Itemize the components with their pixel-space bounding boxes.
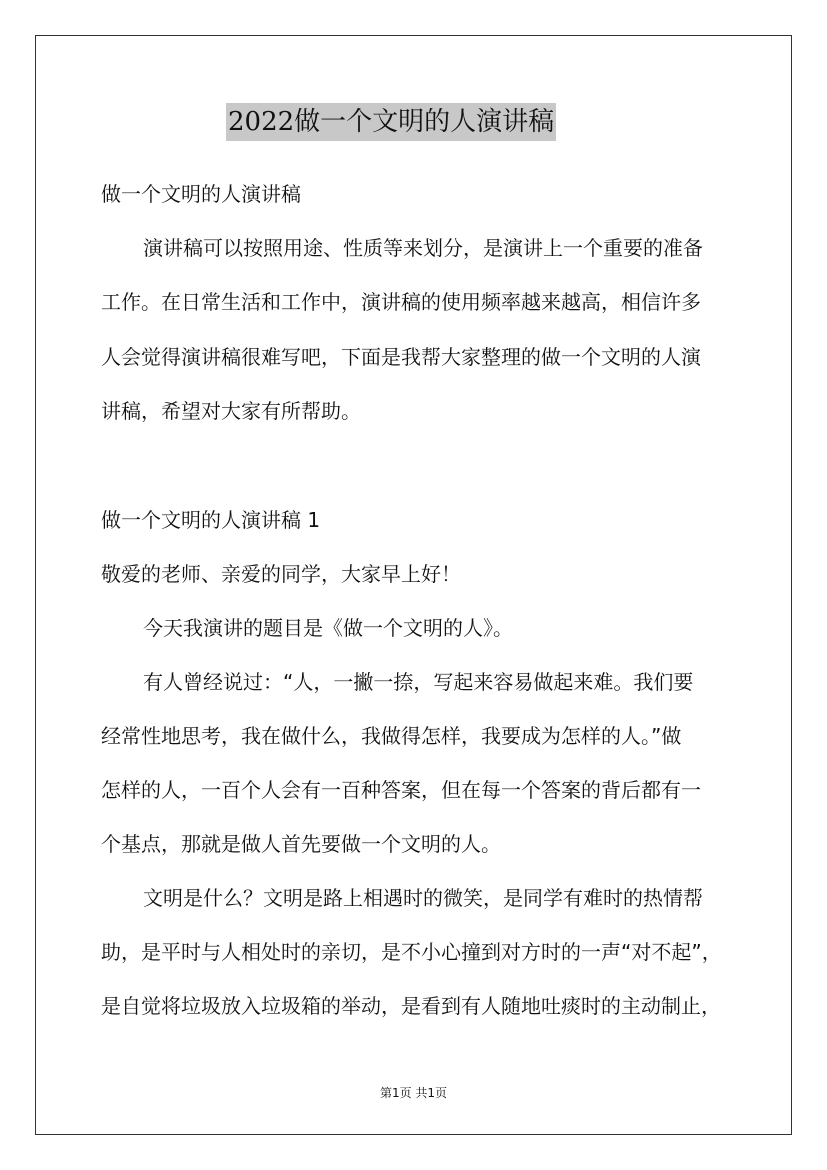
para1-line-1: 有人曾经说过：“人，一撇一捺，写起来容易做起来难。我们要 [143,670,694,694]
para1-line-3: 怎样的人，一百个人会有一百种答案，但在每一个答案的背后都有一 [101,778,701,802]
para1-line-2: 经常性地思考，我在做什么，我做得怎样，我要成为怎样的人。”做 [101,724,682,748]
intro-line-1: 演讲稿可以按照用途、性质等来划分，是演讲上一个重要的准备 [143,236,703,260]
document-title: 2022做一个文明的人演讲稿 [226,103,556,141]
topic-line: 今天我演讲的题目是《做一个文明的人》。 [143,616,513,640]
intro-line-3: 人会觉得演讲稿很难写吧，下面是我帮大家整理的做一个文明的人演 [101,345,701,369]
para2-line-3: 是自觉将垃圾放入垃圾箱的举动，是看到有人随地吐痰时的主动制止， [101,994,721,1018]
intro-line-4: 讲稿，希望对大家有所帮助。 [101,399,361,423]
subtitle: 做一个文明的人演讲稿 [101,182,301,206]
greeting: 敬爱的老师、亲爱的同学，大家早上好！ [101,562,461,586]
intro-line-2: 工作。在日常生活和工作中，演讲稿的使用频率越来越高，相信许多 [101,290,701,314]
section-heading: 做一个文明的人演讲稿 1 [101,508,321,532]
para1-line-4: 个基点，那就是做人首先要做一个文明的人。 [101,832,501,856]
para2-line-1: 文明是什么？文明是路上相遇时的微笑，是同学有难时的热情帮 [143,886,703,910]
page-footer: 第1页 共1页 [379,1086,448,1100]
para2-line-2: 助，是平时与人相处时的亲切，是不小心撞到对方时的一声“对不起”， [101,940,722,964]
